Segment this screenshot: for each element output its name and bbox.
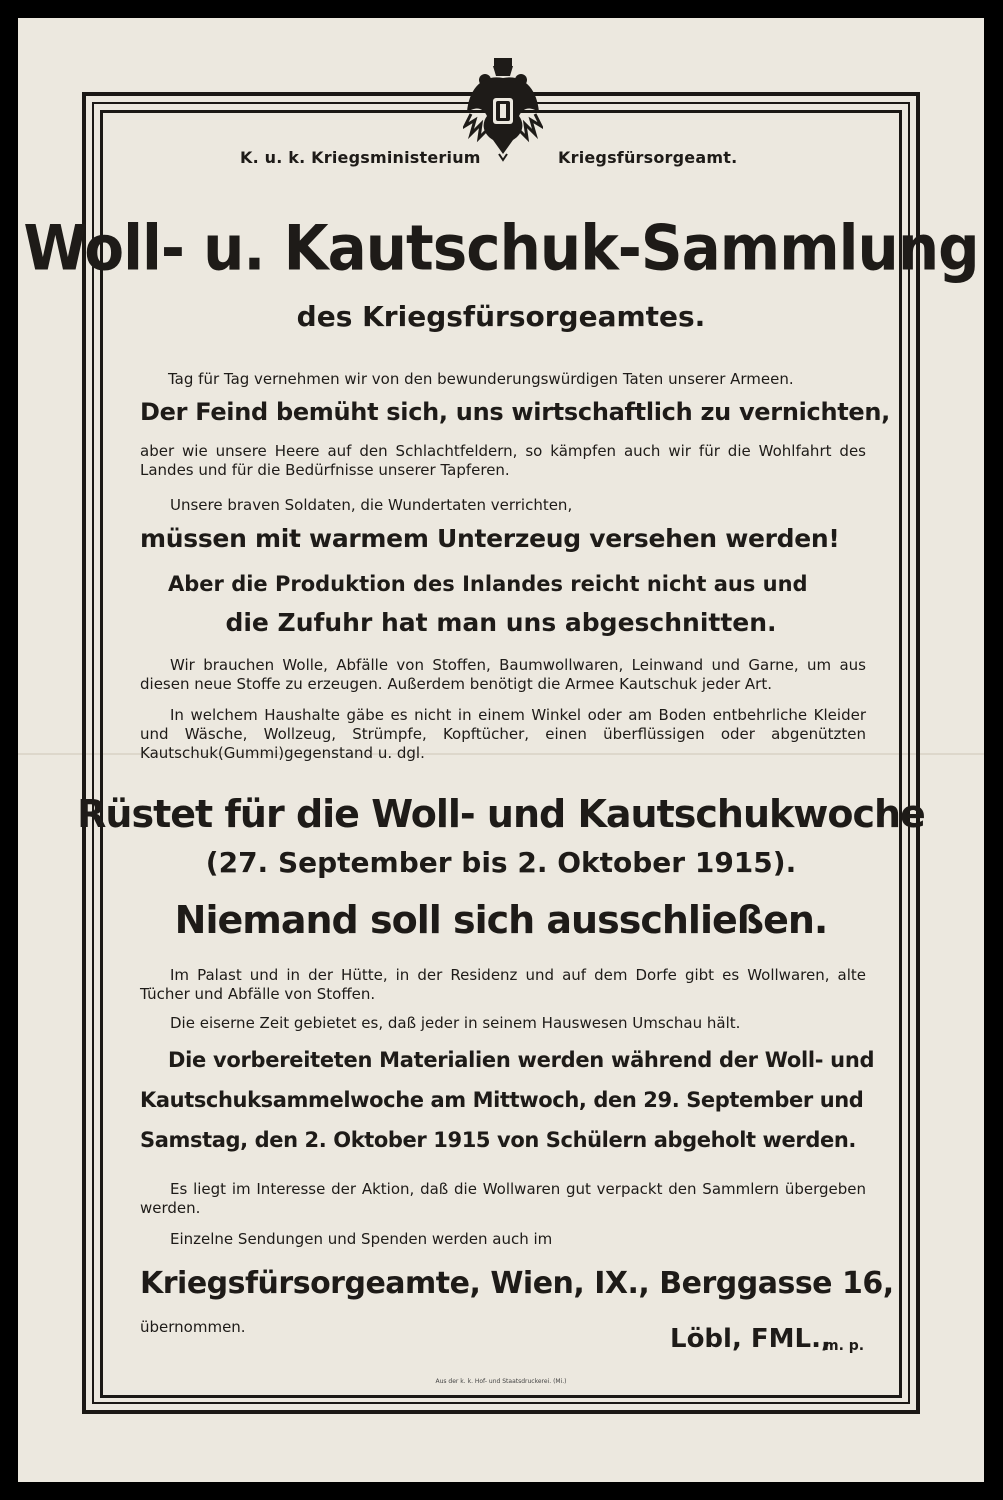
- call-heading: Rüstet für die Woll- und Kautschukwoche: [77, 792, 925, 836]
- address-line: Kriegsfürsorgeamte, Wien, IX., Berggasse 16,: [140, 1266, 894, 1301]
- paragraph-9: Die eiserne Zeit gebietet es, daß jeder in seinem Hauswesen Umschau hält.: [170, 1014, 741, 1032]
- printer-imprint: Aus der k. k. Hof- und Staatsdruckerei. (Mi.): [435, 1378, 567, 1385]
- paragraph-6: Wir brauchen Wolle, Abfälle von Stoffen, Baumwollwaren, Leinwand und Garne, um aus diesen neue Stoffe zu erzeugen. Außerdem benötigt die Armee Kautschuk jeder Art.: [140, 656, 866, 693]
- paragraph-4: müssen mit warmem Unterzeug versehen werden!: [140, 524, 840, 553]
- paragraph-5-line-1: Aber die Produktion des Inlandes reicht nicht aus und: [168, 572, 808, 596]
- poster-sheet: [18, 18, 984, 1482]
- paragraph-1: Tag für Tag vernehmen wir von den bewunderungswürdigen Taten unserer Armeen.: [168, 370, 794, 388]
- paragraph-12: Einzelne Sendungen und Spenden werden auch im: [170, 1230, 553, 1248]
- signature-suffix: m. p.: [824, 1338, 865, 1354]
- office-label: Kriegsfürsorgeamt.: [558, 148, 738, 167]
- paragraph-7: In welchem Haushalte gäbe es nicht in einem Winkel oder am Boden entbehrliche Kleider und Wäsche, Wollzeug, Strümpfe, Kopftücher, einen überflüssigen oder abgenützten Kautschuk(Gummi)gegenstand u. dgl.: [140, 706, 866, 762]
- paragraph-10-line-1: Die vorbereiteten Materialien werden während der Woll- und: [168, 1048, 875, 1072]
- paragraph-8: Im Palast und in der Hütte, in der Residenz und auf dem Dorfe gibt es Wollwaren, alte Tücher und Abfälle von Stoffen.: [140, 966, 866, 1003]
- double-eagle-crest-icon: [463, 54, 543, 162]
- paragraph-2-heading: Der Feind bemüht sich, uns wirtschaftlich zu vernichten,: [140, 398, 890, 426]
- signature-name: Löbl, FML.,: [670, 1324, 831, 1354]
- poster-subtitle: des Kriegsfürsorgeamtes.: [296, 300, 706, 333]
- paragraph-10-line-2: Kautschuksammelwoche am Mittwoch, den 29. September und: [140, 1088, 864, 1112]
- poster-title: Woll- u. Kautschuk-Sammlung: [23, 211, 979, 285]
- paragraph-3: Unsere braven Soldaten, die Wundertaten verrichten,: [170, 496, 573, 514]
- paragraph-10-line-3: Samstag, den 2. Oktober 1915 von Schülern abgeholt werden.: [140, 1128, 856, 1152]
- paragraph-5-line-2: die Zufuhr hat man uns abgeschnitten.: [225, 608, 777, 637]
- paragraph-2-text: aber wie unsere Heere auf den Schlachtfeldern, so kämpfen auch wir für die Wohlfahrt des Landes und für die Bedürfnisse unserer Tapferen.: [140, 442, 866, 479]
- paragraph-11: Es liegt im Interesse der Aktion, daß die Wollwaren gut verpackt den Sammlern übergeben werden.: [140, 1180, 866, 1217]
- call-slogan: Niemand soll sich ausschließen.: [174, 898, 828, 942]
- ministry-label: K. u. k. Kriegsministerium: [240, 148, 481, 167]
- paragraph-13: übernommen.: [140, 1318, 246, 1336]
- call-dates: (27. September bis 2. Oktober 1915).: [205, 846, 797, 879]
